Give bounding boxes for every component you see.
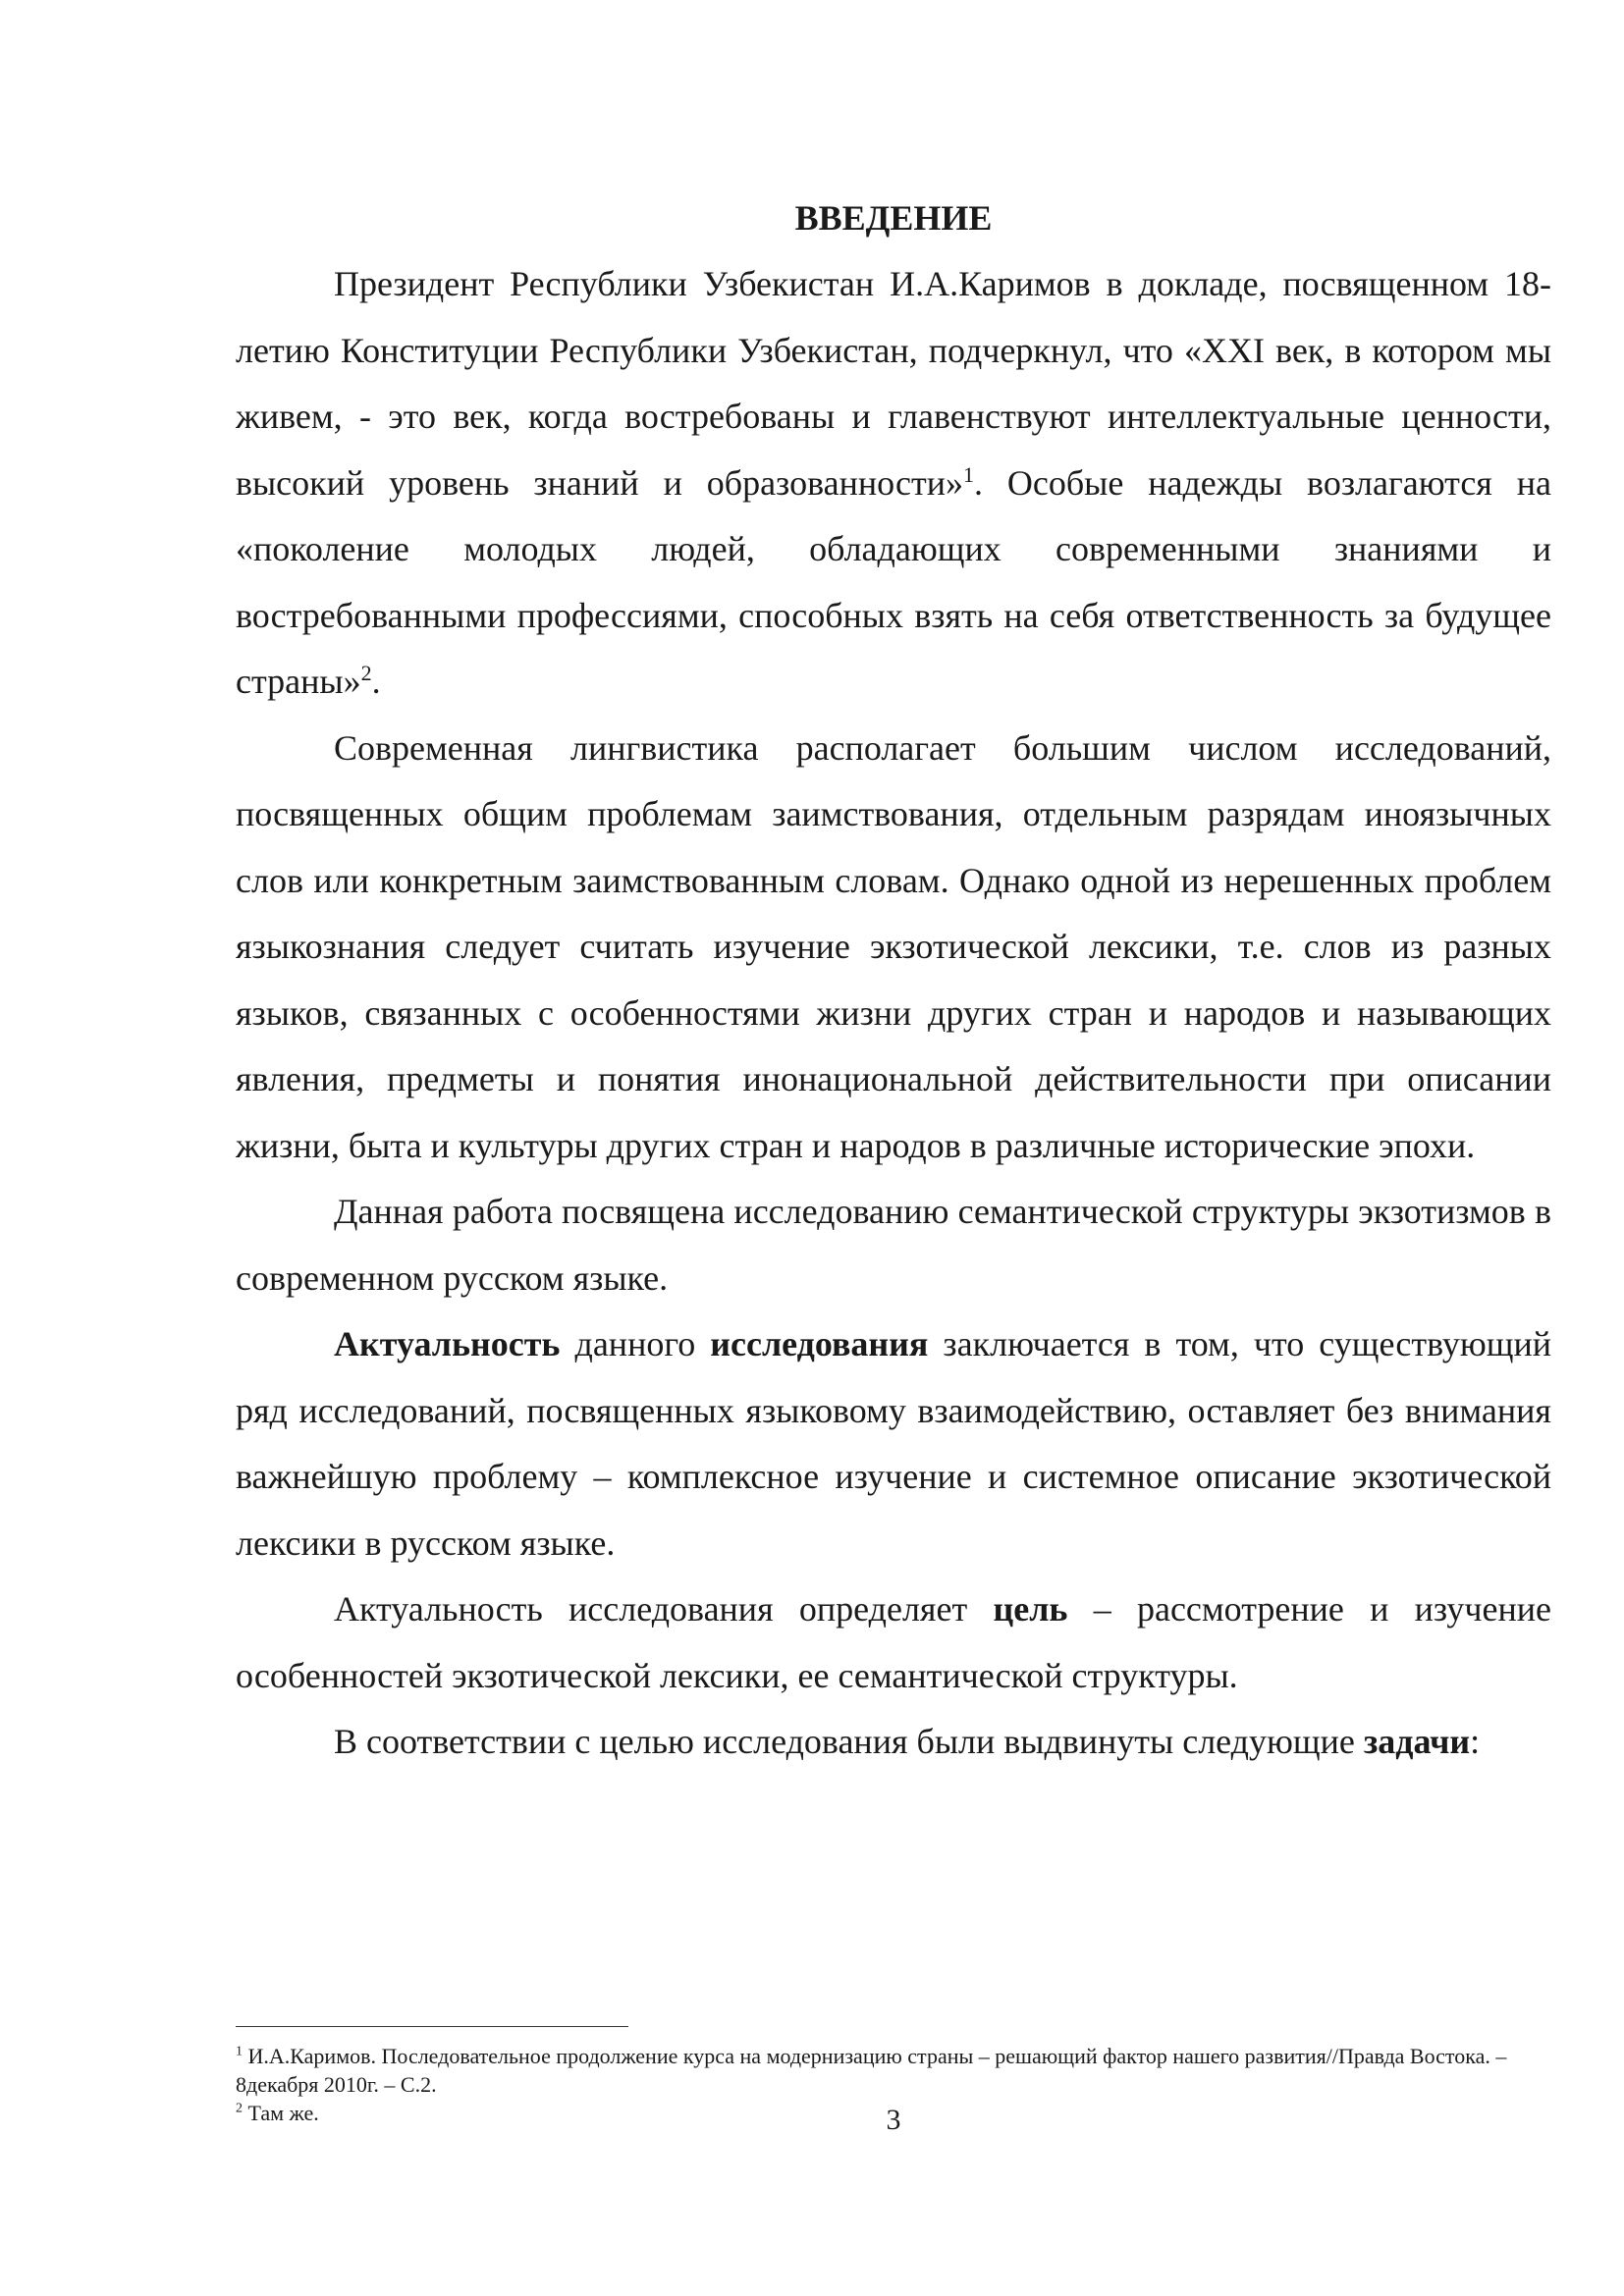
paragraph-linguistics: Современная лингвистика располагает большим числом исследований, посвященных общим проблемам заимствования, отдельным разрядам иноязычных слов или конкретным заимствованным словам. Однако одной из нерешенных проблем языкознания следует считать изучение экзотической лексики, т.е. слов из разных языков, связанных с особенностями жизни других стран и народов и называющих явления, предметы и понятия инонациональной действительности при описании жизни, быта и культуры других стран и народов в различные исторические эпохи.: [236, 727, 1551, 1165]
term-tasks: задачи: [1363, 1722, 1471, 1761]
paragraph-tasks: [236, 1709, 1551, 1776]
page-title: ВВЕДЕНИЕ: [794, 198, 993, 238]
footnote-marker-2: 2: [236, 2101, 243, 2116]
footnote-marker-1: 1: [236, 2044, 243, 2059]
main-text: [236, 251, 1551, 1776]
paragraph-goal: [236, 1576, 1551, 1709]
paragraph-text: заключается в том, что существующий ряд исследований, посвященных языковому взаимодействию, оставляет без внимания важнейшую проблему – комплексное изучение и системное описание экзотической лексики в русском языке.: [236, 1324, 1552, 1563]
footnote-ref-1: 1: [962, 461, 974, 487]
paragraph-text: :: [1470, 1722, 1481, 1761]
paragraph-text: В соответствии с целью исследования были выдвинуты следующие: [334, 1722, 1364, 1761]
paragraph-text: Актуальность исследования определяет: [334, 1589, 994, 1629]
paragraph-text: – рассмотрение и изучение особенностей экзотической лексики, ее семантической структуры.: [236, 1589, 1551, 1695]
footnote-separator: [236, 2026, 628, 2027]
paragraph-text: .: [371, 662, 381, 701]
term-relevance: Актуальность: [334, 1324, 561, 1363]
footnote-ref-2: 2: [360, 661, 372, 685]
paragraph-relevance: [236, 1311, 1551, 1576]
paragraph-president-quote: [236, 251, 1551, 716]
page-number: 3: [886, 2104, 901, 2136]
paragraph-text: . Особые надежды возлагаются на «поколение молодых людей, обладающих современными знаниями и востребованными профессиями, способных взять на себя ответственность за будущее страны»: [236, 462, 1551, 701]
paragraph-text: Президент Республики Узбекистан И.А.Каримов в докладе, посвященном 18-летию Конституции Республики Узбекистан, подчеркнул, что «XXI век, в котором мы живем, - это век, когда востребованы и главенствуют интеллектуальные ценности, высокий уровень знаний и образованности»: [236, 264, 1551, 503]
footnote-1: [236, 2042, 1551, 2099]
term-goal: цель: [993, 1589, 1068, 1629]
footnote-text: И.А.Каримов. Последовательное продолжение курса на модернизацию страны – решающий фактор нашего развития//Правда Востока. – 8декабря 2010г. – С.2.: [236, 2044, 1507, 2097]
footnote-text: Там же.: [243, 2101, 319, 2125]
paragraph-text: данного: [560, 1324, 711, 1363]
term-research: исследования: [710, 1324, 929, 1363]
paragraph-work-topic: Данная работа посвящена исследованию семантической структуры экзотизмов в современном русском языке.: [236, 1192, 1551, 1298]
